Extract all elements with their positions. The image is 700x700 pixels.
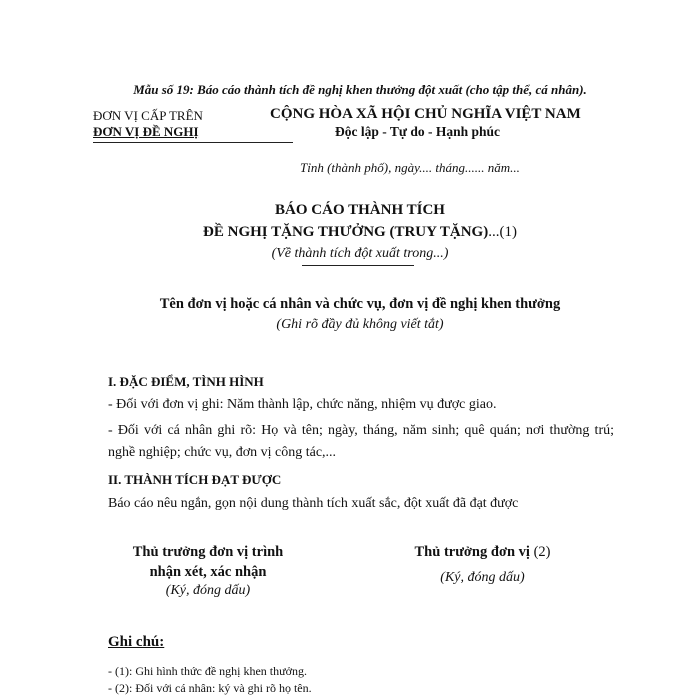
header-divider-left bbox=[93, 142, 293, 143]
signature-right-title bbox=[390, 544, 575, 561]
signature-right bbox=[390, 544, 575, 586]
section1-paragraph-1: - Đối với đơn vị ghi: Năm thành lập, chức năng, nhiệm vụ được giao. bbox=[108, 397, 497, 412]
note-item: - (1): Ghi hình thức đề nghị khen thưởng. bbox=[108, 664, 307, 678]
national-title: CỘNG HÒA XÃ HỘI CHỦ NGHĨA VIỆT NAM bbox=[270, 106, 581, 122]
section2-title: II. THÀNH TÍCH ĐẠT ĐƯỢC bbox=[108, 472, 282, 487]
signature-right-note: (Ký, đóng dấu) bbox=[440, 570, 525, 585]
issuing-unit: ĐƠN VỊ ĐỀ NGHỊ bbox=[93, 124, 199, 139]
nominee-note: (Ghi rõ đầy đủ không viết tắt) bbox=[276, 317, 444, 332]
signature-left-note: (Ký, đóng dấu) bbox=[165, 583, 251, 598]
report-subtitle bbox=[0, 224, 700, 241]
report-about: (Về thành tích đột xuất trong...) bbox=[271, 246, 449, 261]
signature-right-ref: (2) bbox=[529, 544, 551, 560]
issuing-unit-parent: ĐƠN VỊ CẤP TRÊN bbox=[93, 108, 203, 123]
signature-left bbox=[108, 544, 308, 599]
nominee-line: Tên đơn vị hoặc cá nhân và chức vụ, đơn vị đề nghị khen thưởng bbox=[159, 296, 561, 312]
section2-paragraph-1: Báo cáo nêu ngắn, gọn nội dung thành tích xuất sắc, đột xuất đã đạt được bbox=[108, 496, 519, 511]
section1-title: I. ĐẶC ĐIỂM, TÌNH HÌNH bbox=[108, 374, 264, 389]
notes-title: Ghi chú: bbox=[108, 634, 165, 650]
note-item: - (2): Đối với cá nhân: ký và ghi rõ họ tên. bbox=[108, 681, 312, 695]
signature-left-line1: Thủ trưởng đơn vị trình bbox=[132, 544, 284, 560]
signature-right-title-text: Thủ trưởng đơn vị bbox=[414, 544, 530, 560]
report-subtitle-ref: ...(1) bbox=[488, 224, 517, 240]
signature-left-line2: nhận xét, xác nhận bbox=[149, 564, 267, 580]
report-subtitle-text: ĐỀ NGHỊ TẶNG THƯỞNG (TRUY TẶNG) bbox=[203, 224, 489, 240]
form-title: Mẫu số 19: Báo cáo thành tích đề nghị khen thưởng đột xuất (cho tập thể, cá nhân). bbox=[133, 82, 587, 97]
about-underline bbox=[302, 265, 414, 266]
report-title: BÁO CÁO THÀNH TÍCH bbox=[275, 202, 445, 218]
section1-paragraph-2: - Đối với cá nhân ghi rõ: Họ và tên; ngày, tháng, năm sinh; quê quán; nơi thường trú; nghề nghiệp; chức vụ, đơn vị công tác,... bbox=[108, 423, 614, 460]
place-date: Tỉnh (thành phố), ngày.... tháng...... năm... bbox=[300, 160, 520, 175]
national-motto: Độc lập - Tự do - Hạnh phúc bbox=[335, 124, 501, 139]
